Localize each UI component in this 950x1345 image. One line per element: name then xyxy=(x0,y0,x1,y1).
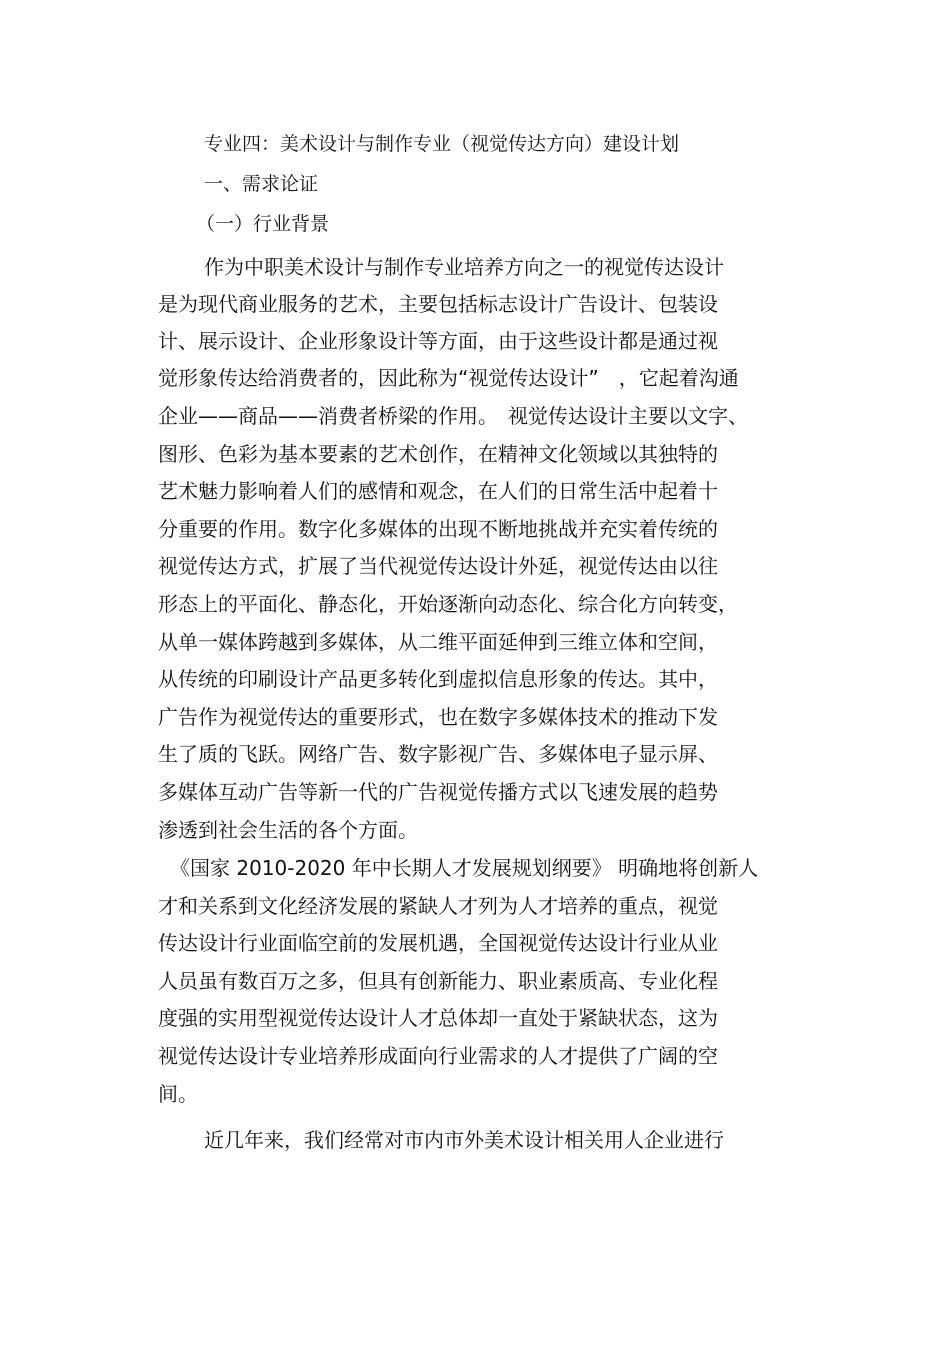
paragraph-line: 间。 xyxy=(158,1082,198,1106)
paragraph-line: 从单一媒体跨越到多媒体，从二维平面延伸到三维立体和空间， xyxy=(158,630,718,654)
paragraph-line: 艺术魅力影响着人们的感情和观念，在人们的日常生活中起着十 xyxy=(158,479,718,503)
subsection-heading: （一）行业背景 xyxy=(196,213,330,235)
paragraph-line: 多媒体互动广告等新一代的广告视觉传播方式以飞速发展的趋势 xyxy=(158,780,718,804)
paragraph-line: 近几年来，我们经常对市内市外美术设计相关用人企业进行 xyxy=(204,1128,724,1152)
paragraph-line: 传达设计行业面临空前的发展机遇，全国视觉传达设计行业从业 xyxy=(158,931,718,955)
paragraph-line: 是为现代商业服务的艺术，主要包括标志设计广告设计、包装设 xyxy=(158,292,718,316)
paragraph-line: 《国家 2010-2020 年中长期人才发展规划纲要》 明确地将创新人 xyxy=(170,856,759,880)
paragraph-line: 分重要的作用。数字化多媒体的出现不断地挑战并充实着传统的 xyxy=(158,517,718,541)
paragraph-line: 才和关系到文化经济发展的紧缺人才列为人才培养的重点，视觉 xyxy=(158,894,718,918)
paragraph-line: 从传统的印刷设计产品更多转化到虚拟信息形象的传达。其中， xyxy=(158,667,718,691)
paragraph-line: 度强的实用型视觉传达设计人才总体却一直处于紧缺状态，这为 xyxy=(158,1006,718,1030)
paragraph-line: 生了质的飞跃。网络广告、数字影视广告、多媒体电子显示屏、 xyxy=(158,742,718,766)
paragraph-line: 形态上的平面化、静态化，开始逐渐向动态化、综合化方向转变， xyxy=(158,592,738,616)
document-title: 专业四：美术设计与制作专业（视觉传达方向）建设计划 xyxy=(204,133,680,155)
paragraph-line: 企业——商品——消费者桥梁的作用。 视觉传达设计主要以文字、 xyxy=(158,404,748,428)
paragraph-line: 觉形象传达给消费者的，因此称为“视觉传达设计” ，它起着沟通 xyxy=(158,366,739,390)
paragraph-line: 计、展示设计、企业形象设计等方面，由于这些设计都是通过视 xyxy=(158,329,718,353)
paragraph-line: 视觉传达设计专业培养形成面向行业需求的人才提供了广阔的空 xyxy=(158,1044,718,1068)
paragraph-line: 渗透到社会生活的各个方面。 xyxy=(158,818,418,842)
paragraph-line: 广告作为视觉传达的重要形式，也在数字多媒体技术的推动下发 xyxy=(158,705,718,729)
paragraph-line: 作为中职美术设计与制作专业培养方向之一的视觉传达设计 xyxy=(204,255,724,279)
paragraph-line: 图形、色彩为基本要素的艺术创作，在精神文化领域以其独特的 xyxy=(158,442,718,466)
section-heading: 一、需求论证 xyxy=(204,173,319,195)
paragraph-line: 视觉传达方式，扩展了当代视觉传达设计外延，视觉传达由以往 xyxy=(158,554,718,578)
paragraph-line: 人员虽有数百万之多，但具有创新能力、职业素质高、专业化程 xyxy=(158,969,718,993)
